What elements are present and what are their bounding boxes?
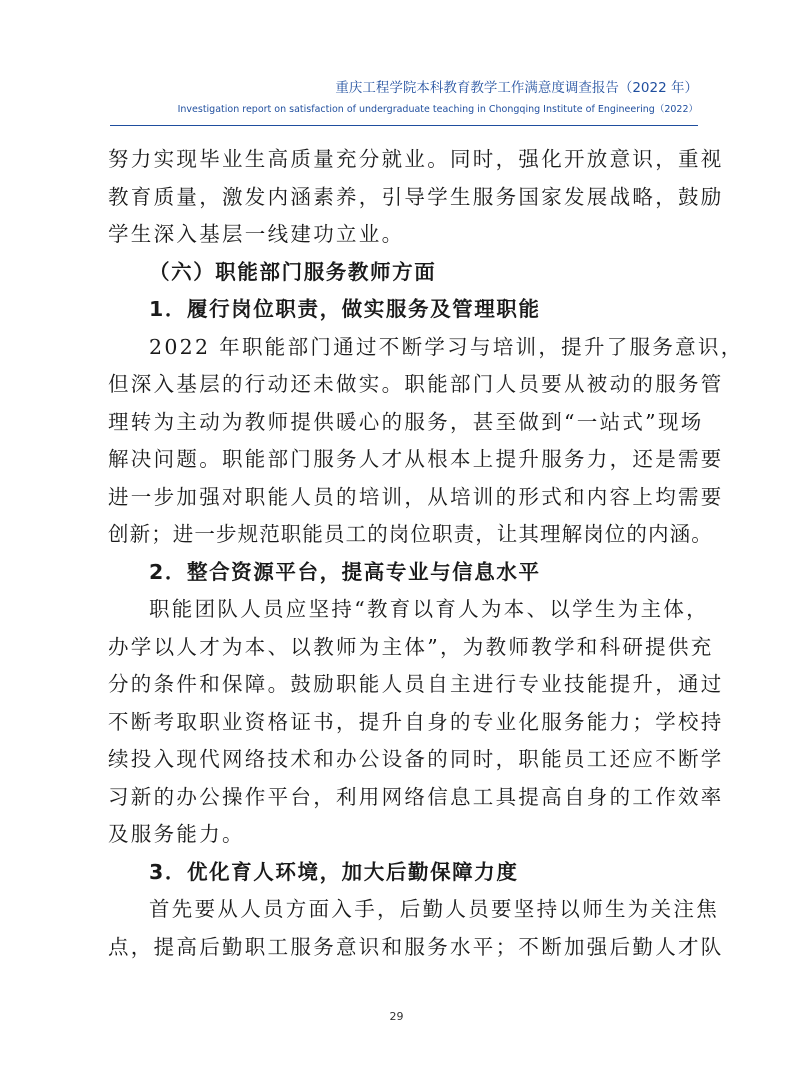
body-line: 分的条件和保障。鼓励职能人员自主进行专业技能提升，通过 xyxy=(108,672,724,696)
running-header xyxy=(110,78,698,118)
header-divider xyxy=(110,125,698,126)
body-line: 不断考取职业资格证书，提升自身的专业化服务能力；学校持 xyxy=(108,709,724,734)
body-line: 教育质量，激发内涵素养，引导学生服务国家发展战略，鼓励 xyxy=(108,184,724,209)
header-title: 重庆工程学院本科教育教学工作满意度调查报告（2022 年） xyxy=(335,80,698,96)
body-line: 学生深入基层一线建功立业。 xyxy=(108,222,405,246)
body-line: 职能团队人员应坚持“教育以育人为本、以学生为主体， xyxy=(149,597,709,621)
body-line: 但深入基层的行动还未做实。职能部门人员要从被动的服务管 xyxy=(108,372,724,396)
body-line: 理转为主动为教师提供暖心的服务，甚至做到“一站式”现场 xyxy=(108,409,704,434)
page-number: 29 xyxy=(389,1010,404,1023)
page-body xyxy=(108,141,744,966)
subsection-heading-2: 2．整合资源平台，提高专业与信息水平 xyxy=(149,559,541,584)
body-line: 点，提高后勤职工服务意识和服务水平；不断加强后勤人才队 xyxy=(108,934,724,959)
body-line: 2022 年职能部门通过不断学习与培训，提升了服务意识， xyxy=(149,334,744,359)
body-line: 续投入现代网络技术和办公设备的同时，职能员工还应不断学 xyxy=(108,747,724,771)
body-line: 及服务能力。 xyxy=(108,822,245,846)
body-line: 解决问题。职能部门服务人才从根本上提升服务力，还是需要 xyxy=(108,447,724,471)
body-line: 努力实现毕业生高质量充分就业。同时，强化开放意识，重视 xyxy=(108,147,724,171)
body-line: 进一步加强对职能人员的培训，从培训的形式和内容上均需要 xyxy=(108,484,724,509)
body-line: 创新；进一步规范职能员工的岗位职责，让其理解岗位的内涵。 xyxy=(108,522,713,546)
subsection-heading-3: 3．优化育人环境，加大后勤保障力度 xyxy=(149,859,519,884)
body-line: 习新的办公操作平台，利用网络信息工具提高自身的工作效率 xyxy=(108,784,724,809)
header-subtitle: Investigation report on satisfaction of undergraduate teaching in Chongqing Institute of Engineering（2022） xyxy=(177,104,698,115)
subsection-heading-1: 1．履行岗位职责，做实服务及管理职能 xyxy=(149,297,541,321)
body-line: 首先要从人员方面入手，后勤人员要坚持以师生为关注焦 xyxy=(149,897,719,921)
body-line: 办学以人才为本、以教师为主体”，为教师教学和科研提供充 xyxy=(108,634,714,659)
section-heading: （六）职能部门服务教师方面 xyxy=(149,259,437,284)
